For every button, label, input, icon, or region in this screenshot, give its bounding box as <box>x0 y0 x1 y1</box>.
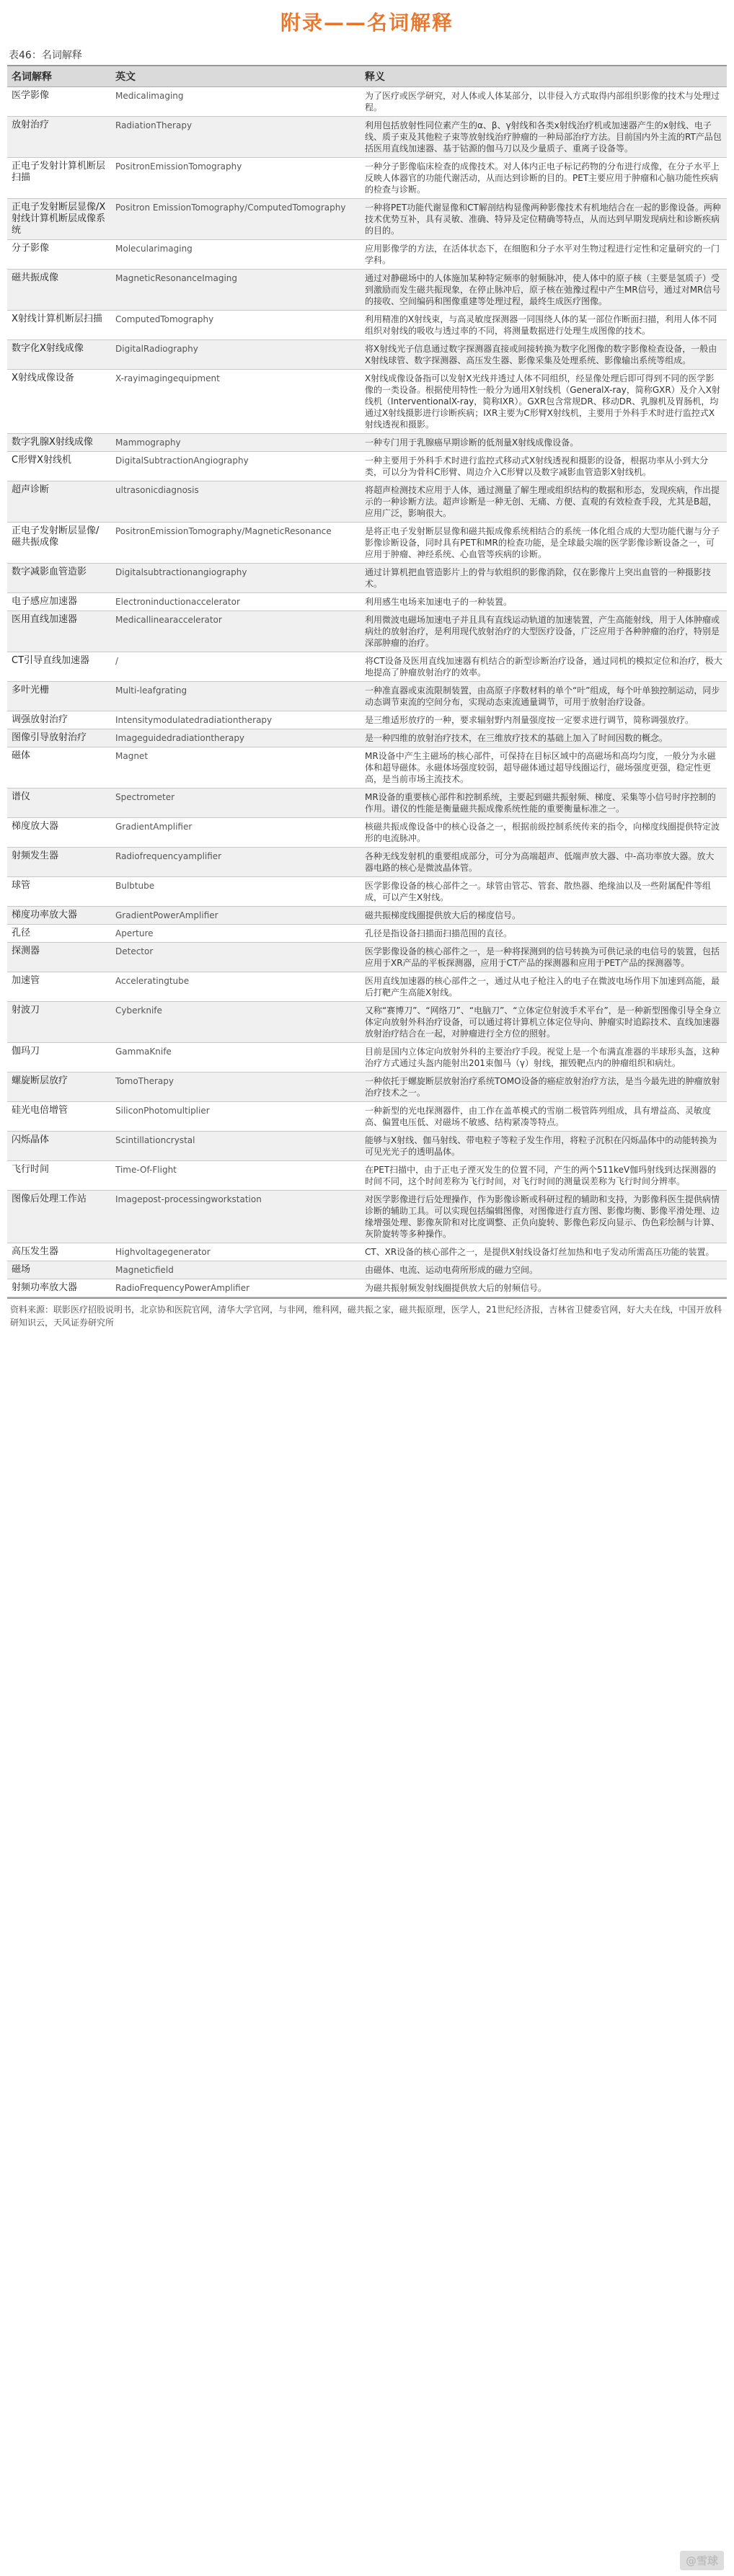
english-cell: PositronEmissionTomography/MagneticResonance <box>111 523 361 564</box>
english-cell: Molecularimaging <box>111 240 361 270</box>
term-cell: 图像后处理工作站 <box>7 1191 111 1243</box>
header-english: 英文 <box>111 66 361 87</box>
table-row <box>7 1279 727 1297</box>
table-caption: 表46：名词解释 <box>9 50 82 61</box>
term-cell: 闪烁晶体 <box>7 1132 111 1161</box>
definition-cell: 为了医疗或医学研究，对人体或人体某部分，以非侵入方式取得内部组织影像的技术与处理过程。 <box>361 87 727 117</box>
table-row <box>7 877 727 907</box>
english-cell: RadioFrequencyPowerAmplifier <box>111 1279 361 1297</box>
definition-cell: 又称“赛博刀”、“网络刀”、“电脑刀”、“立体定位射波手术平台”，是一种新型图像引导全身立体定向放射外科治疗设备，可以通过将计算机立体定位导向、肿瘤实时追踪技术、直线加速器放射治疗结合在一起，对肿瘤进行全方位的照射。 <box>361 1002 727 1043</box>
table-row <box>7 434 727 452</box>
table-row <box>7 1161 727 1191</box>
english-cell: GammaKnife <box>111 1043 361 1072</box>
english-cell: Medicalimaging <box>111 87 361 117</box>
english-cell: Magneticfield <box>111 1261 361 1279</box>
definition-cell: MR设备中产生主磁场的核心部件，可保持在目标区域中的高磁场和高均匀度，一般分为永磁体和超导磁体。永磁体场强度较弱，超导磁体通过超导线圈运行，磁场强度更强，稳定性更高，是当前市场主流技术。 <box>361 747 727 789</box>
definition-cell: 利用精准的X射线束，与高灵敏度探测器一同围绕人体的某一部位作断面扫描，利用人体不同组织对射线的吸收与透过率的不同，将测量数据进行处理生成图像的技术。 <box>361 311 727 340</box>
english-cell: PositronEmissionTomography <box>111 158 361 199</box>
table-row <box>7 481 727 523</box>
term-cell: 射频功率放大器 <box>7 1279 111 1297</box>
term-cell: 正电子发射断层显像/磁共振成像 <box>7 523 111 564</box>
table-row <box>7 972 727 1002</box>
english-cell: Scintillationcrystal <box>111 1132 361 1161</box>
table-row <box>7 117 727 158</box>
term-cell: 加速管 <box>7 972 111 1002</box>
definition-cell: 将X射线光子信息通过数字探测器直接或间接转换为数字化图像的数字影像检查设备，一般由X射线球管、数字探测器、高压发生器、影像采集及处理系统、影像输出系统等组成。 <box>361 340 727 370</box>
definition-cell: 医学影像设备的核心部件之一。球管由管芯、管套、散热器、绝缘油以及一些附属配件等组成，可以产生X射线。 <box>361 877 727 907</box>
table-header-row <box>7 66 727 87</box>
table-row <box>7 158 727 199</box>
english-cell: Intensitymodulatedradiationtherapy <box>111 711 361 729</box>
term-cell: C形臂X射线机 <box>7 452 111 481</box>
term-cell: 孔径 <box>7 925 111 943</box>
definition-cell: MR设备的重要核心部件和控制系统，主要起到磁共振射频、梯度、采集等小信号时序控制的作用。谱仪的性能是衡量磁共振成像系统性能的重要衡量标准之一。 <box>361 789 727 818</box>
table-row <box>7 87 727 117</box>
table-row <box>7 943 727 972</box>
table-row <box>7 1243 727 1261</box>
term-cell: 磁体 <box>7 747 111 789</box>
definition-cell: 通过对静磁场中的人体施加某种特定频率的射频脉冲，使人体中的原子核（主要是氢质子）受到激励而发生磁共振现象，在停止脉冲后，原子核在弛豫过程中产生MR信号，通过对MR信号的接收、空间编码和图像重建等处理过程，最终生成医疗图像。 <box>361 270 727 311</box>
english-cell: ultrasonicdiagnosis <box>111 481 361 523</box>
table-row <box>7 1132 727 1161</box>
english-cell: Multi-leafgrating <box>111 682 361 711</box>
definition-cell: 各种无线发射机的重要组成部分，可分为高端超声、低端声放大器、中-高功率放大器。放大器电路的核心是微波晶体管。 <box>361 848 727 877</box>
term-cell: 超声诊断 <box>7 481 111 523</box>
table-row <box>7 729 727 747</box>
english-cell: Bulbtube <box>111 877 361 907</box>
english-cell: Mammography <box>111 434 361 452</box>
table-row <box>7 199 727 240</box>
term-cell: 多叶光栅 <box>7 682 111 711</box>
term-cell: 医学影像 <box>7 87 111 117</box>
definition-cell: 目前是国内立体定向放射外科的主要治疗手段。视觉上是一个布满直准器的半球形头盔，这种治疗方式通过头盔内能射出201束伽马（γ）射线，摧毁靶点内的肿瘤组织和病灶。 <box>361 1043 727 1072</box>
english-cell: GradientPowerAmplifier <box>111 907 361 925</box>
term-cell: 探测器 <box>7 943 111 972</box>
term-cell: 调强放射治疗 <box>7 711 111 729</box>
english-cell: TomoTherapy <box>111 1072 361 1102</box>
english-cell: Detector <box>111 943 361 972</box>
definition-cell: 是三维适形放疗的一种，要求辐射野内剂量强度按一定要求进行调节，简称调强放疗。 <box>361 711 727 729</box>
english-cell: Positron EmissionTomography/ComputedTomography <box>111 199 361 240</box>
table-row <box>7 370 727 434</box>
definition-cell: 一种主要用于外科手术时进行监控式移动式X射线透视和摄影的设备，根据功率从小到大分类，可以分为骨科C形臂、周边介入C形臂以及数字减影血管造影X射线机。 <box>361 452 727 481</box>
table-row <box>7 1191 727 1243</box>
term-cell: 射波刀 <box>7 1002 111 1043</box>
table-row <box>7 240 727 270</box>
definition-cell: 利用包括放射性同位素产生的α、β、γ射线和各类x射线治疗机或加速器产生的x射线、电子线、质子束及其他粒子束等放射线治疗肿瘤的一种局部治疗方法。目前国内外主流的RT产品包括医用直线加速器、基于钴源的伽马刀以及少量质子、重离子设备等。 <box>361 117 727 158</box>
term-cell: 正电子发射断层显像/X射线计算机断层成像系统 <box>7 199 111 240</box>
definition-cell: CT、XR设备的核心部件之一，是提供X射线设备灯丝加热和电子发动所需高压功能的装置。 <box>361 1243 727 1261</box>
definition-cell: 应用影像学的方法，在活体状态下，在细胞和分子水平对生物过程进行定性和定量研究的一门学科。 <box>361 240 727 270</box>
table-row <box>7 270 727 311</box>
definition-cell: 核磁共振成像设备中的核心设备之一，根据前级控制系统传来的指令，向梯度线圈提供特定波形的电流脉冲。 <box>361 818 727 848</box>
english-cell: Electroninductionaccelerator <box>111 593 361 611</box>
term-cell: CT引导直线加速器 <box>7 652 111 682</box>
english-cell: Cyberknife <box>111 1002 361 1043</box>
term-cell: 数字化X射线成像 <box>7 340 111 370</box>
table-row <box>7 1072 727 1102</box>
term-cell: 高压发生器 <box>7 1243 111 1261</box>
table-row <box>7 818 727 848</box>
term-cell: X射线成像设备 <box>7 370 111 434</box>
term-cell: 放射治疗 <box>7 117 111 158</box>
english-cell: ComputedTomography <box>111 311 361 340</box>
definition-cell: 对医学影像进行后处理操作，作为影像诊断或科研过程的辅助和支持，为影像科医生提供病情诊断的辅助工具。可以实现包括编辑图像，对图像进行直方图、影像均衡、影像平滑处理、边缘增强处理、影像灰阶和对比度调整、正负向旋转、影像色彩反向显示、伪色彩绘制与计算、灰阶旋转等多种操作。 <box>361 1191 727 1243</box>
definition-cell: 在PET扫描中，由于正电子湮灭发生的位置不同，产生的两个511keV伽玛射线到达探测器的时间不同，这个时间差称为飞行时间，对飞行时间的测量误差称为飞行时间分辨率。 <box>361 1161 727 1191</box>
english-cell: MagneticResonanceImaging <box>111 270 361 311</box>
table-row <box>7 652 727 682</box>
table-row <box>7 907 727 925</box>
definition-cell: 一种依托于螺旋断层放射治疗系统TOMO设备的癌症放射治疗方法，是当今最先进的肿瘤放射治疗技术之一。 <box>361 1072 727 1102</box>
term-cell: 电子感应加速器 <box>7 593 111 611</box>
definition-cell: 医学影像设备的核心部件之一，是一种将探测到的信号转换为可供记录的电信号的装置，包括应用于XR产品的平板探测器，应用于CT产品的探测器和应用于PET产品的探测器等。 <box>361 943 727 972</box>
english-cell: RadiationTherapy <box>111 117 361 158</box>
term-cell: 球管 <box>7 877 111 907</box>
definition-cell: 由磁体、电流、运动电荷所形成的磁力空间。 <box>361 1261 727 1279</box>
table-row <box>7 848 727 877</box>
definition-cell: 医用直线加速器的核心部件之一，通过从电子枪注入的电子在微波电场作用下加速到高能，最后打靶产生高能X射线。 <box>361 972 727 1002</box>
definition-cell: 一种准直器或束流限制装置，由高原子序数材料的单个“叶”组成，每个叶单独控制运动，同步动态调节束流的空间分布，实现动态束流通量调节，可用于放射治疗设备。 <box>361 682 727 711</box>
term-cell: 正电子发射计算机断层扫描 <box>7 158 111 199</box>
definition-cell: X射线成像设备指可以发射X光线并透过人体不同组织，经显像处理后即可得到不同的医学影像的一类设备。根据使用特性一般分为通用X射线机（GeneralX-ray，简称GXR）及介入X射线机（InterventionalX-ray，简称IXR）。GXR包含常规DR、移动DR、乳腺机及胃肠机，均通过X射线摄影进行诊断疾病；IXR主要为C形臂X射线机，主要用于外科手术时进行监控式X射线透视和摄影。 <box>361 370 727 434</box>
term-cell: 伽玛刀 <box>7 1043 111 1072</box>
term-cell: 数字乳腺X射线成像 <box>7 434 111 452</box>
definition-cell: 将超声检测技术应用于人体，通过测量了解生理或组织结构的数据和形态，发现疾病，作出提示的一种诊断方法。超声诊断是一种无创、无痛、方便、直观的有效检查手段，尤其是B超，应用广泛，影响很大。 <box>361 481 727 523</box>
english-cell: Spectrometer <box>111 789 361 818</box>
definition-cell: 一种将PET功能代谢显像和CT解剖结构显像两种影像技术有机地结合在一起的影像设备。两种技术优势互补，具有灵敏、准确、特异及定位精确等特点，从而达到早期发现病灶和诊断疾病的目的。 <box>361 199 727 240</box>
english-cell: SiliconPhotomultiplier <box>111 1102 361 1132</box>
english-cell: Aperture <box>111 925 361 943</box>
source-note: 资料来源：联影医疗招股说明书，北京协和医院官网，清华大学官网，与非网，维科网，磁共振之家，磁共振原理，医学人，21世纪经济报，吉林省卫健委官网，好大夫在线，中国开放科研知识云，天风证券研究所 <box>7 1297 727 1329</box>
term-cell: 图像引导放射治疗 <box>7 729 111 747</box>
header-definition: 释义 <box>361 66 727 87</box>
table-row <box>7 1261 727 1279</box>
definition-cell: 通过计算机把血管造影片上的骨与软组织的影像消除，仅在影像片上突出血管的一种摄影技术。 <box>361 564 727 593</box>
term-cell: 梯度放大器 <box>7 818 111 848</box>
table-row <box>7 452 727 481</box>
english-cell: Acceleratingtube <box>111 972 361 1002</box>
english-cell: DigitalRadiography <box>111 340 361 370</box>
term-cell: 磁场 <box>7 1261 111 1279</box>
table-row <box>7 523 727 564</box>
term-cell: 医用直线加速器 <box>7 611 111 652</box>
glossary-table <box>7 65 727 1297</box>
english-cell: Digitalsubtractionangiography <box>111 564 361 593</box>
table-row <box>7 747 727 789</box>
term-cell: 磁共振成像 <box>7 270 111 311</box>
term-cell: 射频发生器 <box>7 848 111 877</box>
definition-cell: 利用感生电场来加速电子的一种装置。 <box>361 593 727 611</box>
definition-cell: 一种分子影像临床检查的成像技术。对人体内正电子标记药物的分布进行成像，在分子水平上反映人体器官的功能代谢活动，从而达到诊断的目的。PET主要应用于肿瘤和心脑功能性疾病的检查与诊断。 <box>361 158 727 199</box>
table-row <box>7 1102 727 1132</box>
term-cell: 螺旋断层放疗 <box>7 1072 111 1102</box>
definition-cell: 孔径是指设备扫描面扫描范围的直径。 <box>361 925 727 943</box>
definition-cell: 利用微波电磁场加速电子并且具有直线运动轨道的加速装置，产生高能射线，用于人体肿瘤或病灶的放射治疗，是利用现代放射治疗的大型医疗设备，广泛应用于各种肿瘤的治疗，特别是深部肿瘤的治疗。 <box>361 611 727 652</box>
term-cell: 硅光电倍增管 <box>7 1102 111 1132</box>
table-row <box>7 1002 727 1043</box>
definition-cell: 为磁共振射频发射线圈提供放大后的射频信号。 <box>361 1279 727 1297</box>
definition-cell: 是一种四维的放射治疗技术，在三维放疗技术的基础上加入了时间因数的概念。 <box>361 729 727 747</box>
definition-cell: 磁共振梯度线圈提供放大后的梯度信号。 <box>361 907 727 925</box>
english-cell: GradientAmplifier <box>111 818 361 848</box>
english-cell: DigitalSubtractionAngiography <box>111 452 361 481</box>
table-row <box>7 611 727 652</box>
table-row <box>7 711 727 729</box>
english-cell: Radiofrequencyamplifier <box>111 848 361 877</box>
table-row <box>7 789 727 818</box>
english-cell: Highvoltagegenerator <box>111 1243 361 1261</box>
definition-cell: 一种专门用于乳腺癌早期诊断的低剂量X射线成像设备。 <box>361 434 727 452</box>
term-cell: 梯度功率放大器 <box>7 907 111 925</box>
english-cell: Imageguidedradiationtherapy <box>111 729 361 747</box>
table-row <box>7 1043 727 1072</box>
term-cell: X射线计算机断层扫描 <box>7 311 111 340</box>
table-row <box>7 564 727 593</box>
definition-cell: 一种新型的光电探测器件，由工作在盖革模式的雪崩二极管阵列组成，具有增益高、灵敏度高、偏置电压低、对磁场不敏感、结构紧凑等特点。 <box>361 1102 727 1132</box>
english-cell: Imagepost-processingworkstation <box>111 1191 361 1243</box>
english-cell: / <box>111 652 361 682</box>
term-cell: 飞行时间 <box>7 1161 111 1191</box>
english-cell: Time-Of-Flight <box>111 1161 361 1191</box>
table-row <box>7 340 727 370</box>
table-row <box>7 311 727 340</box>
page-title: 附录——名词解释 <box>280 11 454 35</box>
header-term: 名词解释 <box>7 66 111 87</box>
definition-cell: 将CT设备及医用直线加速器有机结合的新型诊断治疗设备，通过同机的模拟定位和治疗，极大地提高了肿瘤放射治疗的效率。 <box>361 652 727 682</box>
english-cell: Magnet <box>111 747 361 789</box>
table-row <box>7 925 727 943</box>
term-cell: 数字减影血管造影 <box>7 564 111 593</box>
table-row <box>7 682 727 711</box>
table-row <box>7 593 727 611</box>
english-cell: Medicallinearaccelerator <box>111 611 361 652</box>
term-cell: 谱仪 <box>7 789 111 818</box>
term-cell: 分子影像 <box>7 240 111 270</box>
watermark: @雪球 <box>680 2551 724 2570</box>
english-cell: X-rayimagingequipment <box>111 370 361 434</box>
definition-cell: 是将正电子发射断层显像和磁共振成像系统相结合的系统一体化组合成的大型功能代谢与分子影像诊断设备，同时具有PET和MR的检查功能，是全球最尖端的医学影像诊断设备之一，可应用于肿瘤、神经系统、心血管等疾病的诊断。 <box>361 523 727 564</box>
definition-cell: 能够与X射线、伽马射线、带电粒子等粒子发生作用，将粒子沉积在闪烁晶体中的动能转换为可见光光子的透明晶体。 <box>361 1132 727 1161</box>
